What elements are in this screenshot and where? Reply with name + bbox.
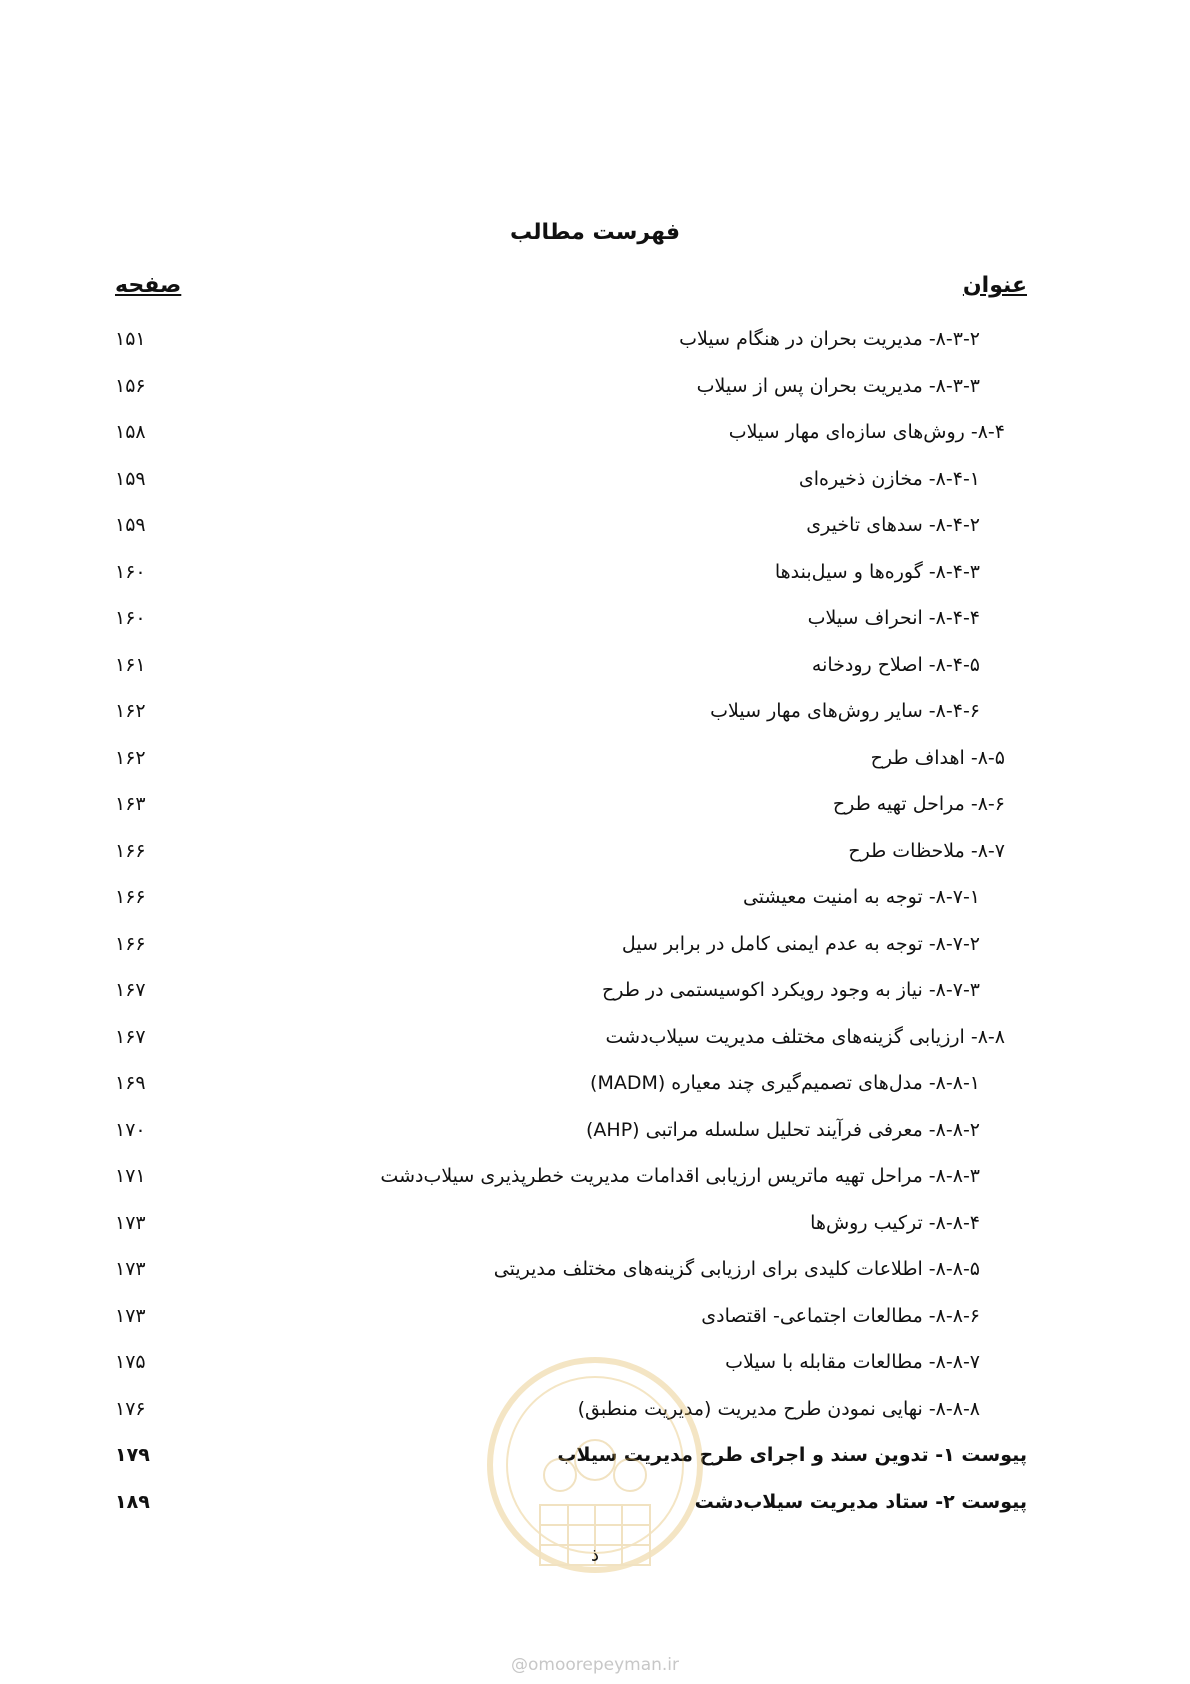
- toc-entry-page: ۱۵۶: [115, 374, 146, 397]
- toc-entry-page: ۱۶۶: [115, 839, 146, 862]
- toc-entry[interactable]: [115, 874, 1027, 921]
- toc-entry[interactable]: [115, 316, 1027, 363]
- toc-entry-page: ۱۶۲: [115, 746, 146, 769]
- watermark-url: @omoorepeyman.ir: [510, 1655, 680, 1675]
- toc-entry[interactable]: [115, 967, 1027, 1014]
- toc-entry-page: ۱۷۳: [115, 1211, 146, 1234]
- toc-entry[interactable]: [115, 1293, 1027, 1340]
- toc-entry[interactable]: [115, 1246, 1027, 1293]
- toc-entry-page: ۱۷۹: [115, 1444, 150, 1467]
- page-title: فهرست مطالب: [509, 220, 681, 245]
- toc-entry-title: ۸-۴-۴- انحراف سیلاب: [807, 607, 980, 630]
- toc-entry-title: ۸-۸-۲- معرفی فرآیند تحلیل سلسله مراتبی (AHP): [586, 1118, 980, 1141]
- toc-entry-page: ۱۸۹: [115, 1490, 150, 1513]
- toc-entry-title: ۸-۴- روش‌های سازه‌ای مهار سیلاب: [728, 421, 1005, 444]
- toc-entry-title: ۸-۸-۷- مطالعات مقابله با سیلاب: [725, 1351, 980, 1374]
- toc-entry-page: ۱۶۲: [115, 700, 146, 723]
- toc-entry-title: ۸-۸-۸- نهایی نمودن طرح مدیریت (مدیریت منطبق): [577, 1397, 980, 1420]
- toc-entry[interactable]: [115, 921, 1027, 968]
- toc-entry-title: ۸-۵- اهداف طرح: [870, 746, 1005, 769]
- toc-entry-page: ۱۷۳: [115, 1304, 146, 1327]
- toc-entry-page: ۱۵۱: [115, 328, 146, 351]
- toc-entry-page: ۱۶۳: [115, 793, 146, 816]
- toc-entry-page: ۱۷۶: [115, 1397, 146, 1420]
- toc-entry[interactable]: [115, 456, 1027, 503]
- toc-entry[interactable]: [115, 642, 1027, 689]
- column-title-header: عنوان: [962, 273, 1027, 298]
- toc-entry-title: ۸-۳-۳- مدیریت بحران پس از سیلاب: [696, 374, 980, 397]
- toc-header: [115, 273, 1027, 309]
- toc-entry-title: ۸-۷-۳- نیاز به وجود رویکرد اکوسیستمی در طرح: [602, 979, 980, 1002]
- toc-entry-page: ۱۵۹: [115, 514, 146, 537]
- toc-entry[interactable]: [115, 1200, 1027, 1247]
- column-page-header: صفحه: [115, 273, 182, 298]
- toc-entry-title: ۸-۸-۱- مدل‌های تصمیم‌گیری چند معیاره (MADM): [590, 1072, 980, 1095]
- toc-entry[interactable]: [115, 1432, 1027, 1479]
- toc-entry[interactable]: [115, 1107, 1027, 1154]
- page-number: ذ: [590, 1545, 599, 1566]
- toc-entry-page: ۱۵۸: [115, 421, 146, 444]
- toc-entry-title: ۸-۷- ملاحظات طرح: [848, 839, 1005, 862]
- toc-entry[interactable]: [115, 1386, 1027, 1433]
- toc-entry-title: ۸-۴-۲- سدهای تاخیری: [806, 514, 980, 537]
- toc-entry[interactable]: [115, 549, 1027, 596]
- toc-entry-page: ۱۶۷: [115, 1025, 146, 1048]
- toc-entry-page: ۱۵۹: [115, 467, 146, 490]
- toc-entry-title: ۸-۷-۱- توجه به امنیت معیشتی: [742, 886, 980, 909]
- toc-entry[interactable]: [115, 1060, 1027, 1107]
- toc-entry[interactable]: [115, 1479, 1027, 1526]
- toc-entry[interactable]: [115, 1153, 1027, 1200]
- toc-entry-page: ۱۶۰: [115, 560, 146, 583]
- toc-entry[interactable]: [115, 363, 1027, 410]
- toc-entry[interactable]: [115, 781, 1027, 828]
- toc-entry-title: ۸-۸-۳- مراحل تهیه ماتریس ارزیابی اقدامات مدیریت خطرپذیری سیلاب‌دشت: [380, 1165, 980, 1188]
- toc-entry-title: پیوست ۱- تدوین سند و اجرای طرح مدیریت سیلاب: [557, 1444, 1027, 1467]
- toc-entry-title: ۸-۸-۵- اطلاعات کلیدی برای ارزیابی گزینه‌های مختلف مدیریتی: [493, 1258, 980, 1281]
- toc-entry-title: ۸-۸-۶- مطالعات اجتماعی- اقتصادی: [701, 1304, 980, 1327]
- toc-entry-title: ۸-۶- مراحل تهیه طرح: [832, 793, 1005, 816]
- toc-entry-title: ۸-۸-۴- ترکیب روش‌ها: [810, 1211, 980, 1234]
- toc-entry-page: ۱۶۶: [115, 932, 146, 955]
- toc-entry-title: ۸-۸- ارزیابی گزینه‌های مختلف مدیریت سیلاب‌دشت: [605, 1025, 1005, 1048]
- toc-entry-page: ۱۶۷: [115, 979, 146, 1002]
- toc-entry-title: ۸-۴-۶- سایر روش‌های مهار سیلاب: [710, 700, 980, 723]
- toc-entry[interactable]: [115, 735, 1027, 782]
- toc-entry-title: ۸-۴-۵- اصلاح رودخانه: [811, 653, 980, 676]
- toc-entry-title: ۸-۷-۲- توجه به عدم ایمنی کامل در برابر سیل: [621, 932, 980, 955]
- toc-entry-title: ۸-۴-۳- گوره‌ها و سیل‌بندها: [774, 560, 980, 583]
- toc-entry-title: ۸-۴-۱- مخازن ذخیره‌ای: [798, 467, 980, 490]
- toc-entry[interactable]: [115, 1014, 1027, 1061]
- toc-entry-page: ۱۷۱: [115, 1165, 146, 1188]
- toc-entry-page: ۱۷۵: [115, 1351, 146, 1374]
- toc-entry[interactable]: [115, 502, 1027, 549]
- toc-entry-page: ۱۶۱: [115, 653, 146, 676]
- table-of-contents: [115, 316, 1027, 1525]
- toc-entry-page: ۱۷۳: [115, 1258, 146, 1281]
- toc-entry[interactable]: [115, 1339, 1027, 1386]
- toc-entry-title: پیوست ۲- ستاد مدیریت سیلاب‌دشت: [694, 1490, 1027, 1513]
- toc-entry-page: ۱۶۹: [115, 1072, 146, 1095]
- toc-entry-title: ۸-۳-۲- مدیریت بحران در هنگام سیلاب: [679, 328, 980, 351]
- toc-entry-page: ۱۶۰: [115, 607, 146, 630]
- toc-entry[interactable]: [115, 595, 1027, 642]
- toc-entry[interactable]: [115, 688, 1027, 735]
- toc-entry[interactable]: [115, 828, 1027, 875]
- toc-entry-page: ۱۶۶: [115, 886, 146, 909]
- toc-entry[interactable]: [115, 409, 1027, 456]
- toc-entry-page: ۱۷۰: [115, 1118, 146, 1141]
